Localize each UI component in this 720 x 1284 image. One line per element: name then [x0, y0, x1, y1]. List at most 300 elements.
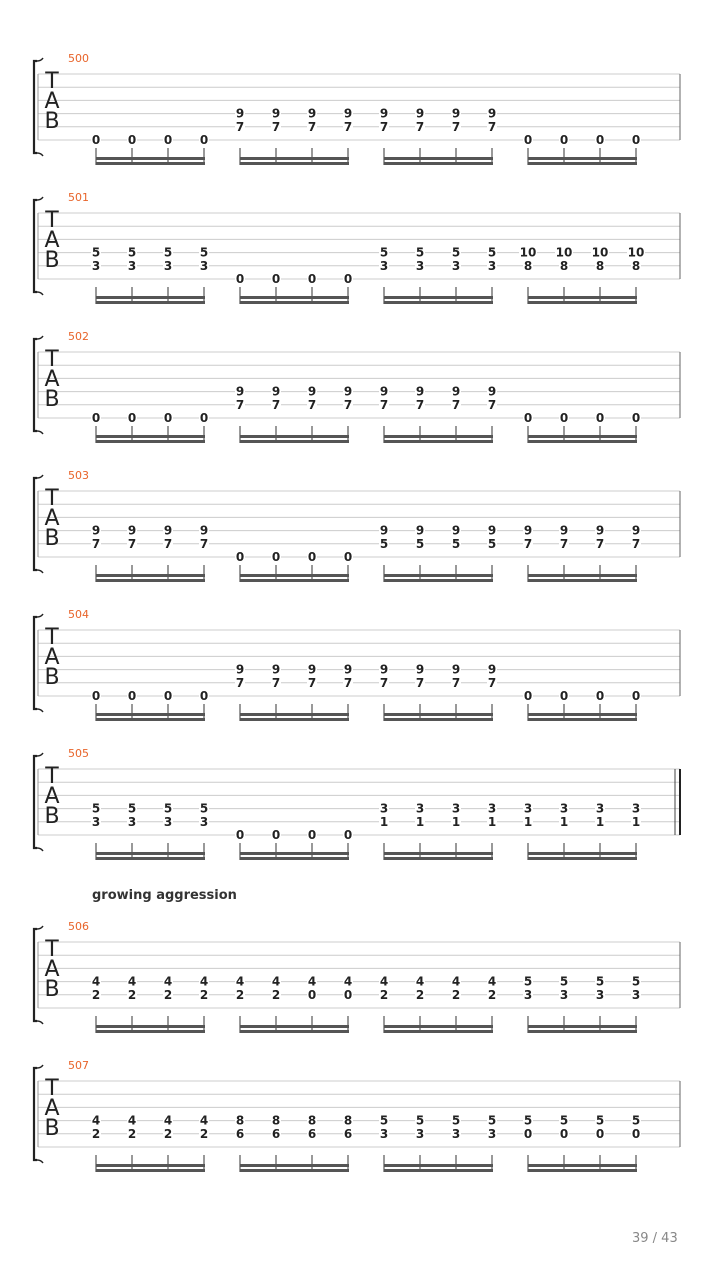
fret-number: 0 — [91, 411, 101, 425]
beam-primary — [384, 1164, 493, 1167]
fret-number: 2 — [379, 987, 389, 1002]
fret-number: 0 — [163, 133, 173, 147]
beam-primary — [96, 1025, 205, 1028]
fret-number: 3 — [163, 258, 173, 273]
beam-primary — [96, 1164, 205, 1167]
fret-number: 1 — [379, 814, 389, 829]
fret-number: 0 — [523, 411, 533, 425]
fret-number: 2 — [163, 1126, 173, 1141]
beam-primary — [528, 435, 637, 438]
beam-secondary — [96, 1030, 205, 1033]
fret-number: 0 — [307, 828, 317, 842]
fret-number: 3 — [415, 258, 425, 273]
fret-number: 9 — [271, 384, 281, 399]
beam-secondary — [240, 440, 349, 443]
fret-number: 7 — [631, 536, 641, 551]
beam-primary — [240, 1025, 349, 1028]
section-annotation: growing aggression — [92, 888, 237, 903]
fret-number: 9 — [235, 662, 245, 677]
fret-number: 3 — [487, 801, 497, 816]
fret-number: 10 — [555, 245, 573, 260]
fret-number: 9 — [379, 523, 389, 538]
fret-number: 6 — [235, 1126, 245, 1141]
tab-clef-letter: B — [44, 1116, 60, 1141]
fret-number: 8 — [631, 258, 641, 273]
fret-number: 3 — [415, 1126, 425, 1141]
measure-number: 500 — [68, 52, 89, 65]
fret-number: 3 — [631, 987, 641, 1002]
fret-number: 9 — [307, 384, 317, 399]
fret-number: 9 — [343, 384, 353, 399]
beam-primary — [384, 713, 493, 716]
fret-number: 9 — [631, 523, 641, 538]
fret-number: 7 — [379, 119, 389, 134]
tab-clef-letter: T — [45, 347, 59, 372]
beam-secondary — [528, 1030, 637, 1033]
fret-number: 9 — [451, 662, 461, 677]
tab-clef-letter: T — [45, 764, 59, 789]
fret-number: 5 — [523, 974, 533, 989]
fret-number: 9 — [451, 523, 461, 538]
beam-secondary — [528, 579, 637, 582]
fret-number: 4 — [307, 974, 317, 989]
system-bracket — [34, 756, 37, 848]
fret-number: 9 — [343, 662, 353, 677]
beam-secondary — [96, 718, 205, 721]
fret-number: 0 — [523, 133, 533, 147]
beam-secondary — [384, 1030, 493, 1033]
fret-number: 5 — [91, 801, 101, 816]
fret-number: 3 — [415, 801, 425, 816]
fret-number: 5 — [163, 801, 173, 816]
fret-number: 9 — [487, 523, 497, 538]
fret-number: 9 — [343, 106, 353, 121]
beam-primary — [384, 1025, 493, 1028]
fret-number: 5 — [451, 1113, 461, 1128]
tab-clef-letter: B — [44, 977, 60, 1002]
beam-secondary — [240, 579, 349, 582]
beam-primary — [384, 435, 493, 438]
fret-number: 2 — [199, 987, 209, 1002]
beam-secondary — [384, 718, 493, 721]
tab-clef-letter: B — [44, 665, 60, 690]
fret-number: 7 — [343, 119, 353, 134]
beam-secondary — [240, 718, 349, 721]
beam-primary — [240, 435, 349, 438]
fret-number: 0 — [559, 1126, 569, 1141]
fret-number: 7 — [451, 119, 461, 134]
fret-number: 5 — [379, 1113, 389, 1128]
fret-number: 9 — [451, 384, 461, 399]
fret-number: 7 — [163, 536, 173, 551]
tab-clef-letter: B — [44, 387, 60, 412]
fret-number: 9 — [235, 106, 245, 121]
fret-number: 4 — [379, 974, 389, 989]
tab-clef-letter: B — [44, 109, 60, 134]
fret-number: 1 — [559, 814, 569, 829]
fret-number: 2 — [235, 987, 245, 1002]
beam-primary — [240, 574, 349, 577]
beam-secondary — [528, 162, 637, 165]
beam-secondary — [384, 440, 493, 443]
fret-number: 0 — [631, 1126, 641, 1141]
beam-secondary — [384, 1169, 493, 1172]
tab-clef-letter: T — [45, 208, 59, 233]
fret-number: 7 — [451, 397, 461, 412]
fret-number: 0 — [307, 550, 317, 564]
fret-number: 0 — [343, 987, 353, 1002]
system-bracket — [34, 339, 37, 431]
beam-primary — [96, 296, 205, 299]
fret-number: 9 — [379, 106, 389, 121]
beam-primary — [384, 296, 493, 299]
measure-number: 507 — [68, 1059, 89, 1072]
fret-number: 7 — [379, 675, 389, 690]
tab-clef-letter: T — [45, 486, 59, 511]
fret-number: 0 — [307, 272, 317, 286]
fret-number: 6 — [343, 1126, 353, 1141]
fret-number: 0 — [343, 550, 353, 564]
fret-number: 8 — [343, 1113, 353, 1128]
beam-secondary — [528, 857, 637, 860]
fret-number: 3 — [523, 987, 533, 1002]
fret-number: 0 — [235, 550, 245, 564]
fret-number: 0 — [595, 411, 605, 425]
fret-number: 7 — [379, 397, 389, 412]
fret-number: 0 — [595, 1126, 605, 1141]
tab-clef-letter: T — [45, 1076, 59, 1101]
fret-number: 2 — [91, 987, 101, 1002]
fret-number: 4 — [163, 974, 173, 989]
fret-number: 5 — [559, 974, 569, 989]
beam-secondary — [384, 301, 493, 304]
fret-number: 3 — [595, 987, 605, 1002]
fret-number: 3 — [487, 1126, 497, 1141]
beam-primary — [384, 852, 493, 855]
tab-clef-letter: T — [45, 625, 59, 650]
fret-number: 0 — [235, 828, 245, 842]
fret-number: 5 — [415, 245, 425, 260]
fret-number: 7 — [487, 675, 497, 690]
fret-number: 5 — [415, 1113, 425, 1128]
fret-number: 2 — [127, 1126, 137, 1141]
fret-number: 5 — [451, 536, 461, 551]
fret-number: 3 — [199, 258, 209, 273]
system-bracket — [34, 1068, 37, 1160]
beam-secondary — [96, 162, 205, 165]
fret-number: 3 — [91, 814, 101, 829]
beam-secondary — [240, 301, 349, 304]
fret-number: 0 — [127, 689, 137, 703]
fret-number: 7 — [343, 675, 353, 690]
system-bracket — [34, 478, 37, 570]
fret-number: 2 — [199, 1126, 209, 1141]
fret-number: 4 — [451, 974, 461, 989]
fret-number: 0 — [631, 133, 641, 147]
fret-number: 9 — [487, 662, 497, 677]
fret-number: 0 — [163, 411, 173, 425]
fret-number: 9 — [163, 523, 173, 538]
fret-number: 5 — [199, 245, 209, 260]
fret-number: 7 — [199, 536, 209, 551]
fret-number: 9 — [235, 384, 245, 399]
fret-number: 0 — [559, 689, 569, 703]
system-bracket — [34, 200, 37, 292]
fret-number: 3 — [379, 801, 389, 816]
beam-primary — [528, 157, 637, 160]
tab-clef-letter: A — [44, 645, 60, 670]
fret-number: 9 — [415, 523, 425, 538]
fret-number: 5 — [631, 1113, 641, 1128]
fret-number: 3 — [559, 801, 569, 816]
fret-number: 2 — [127, 987, 137, 1002]
beam-primary — [240, 713, 349, 716]
fret-number: 4 — [127, 974, 137, 989]
beam-secondary — [528, 301, 637, 304]
beam-primary — [240, 157, 349, 160]
fret-number: 9 — [271, 106, 281, 121]
fret-number: 6 — [307, 1126, 317, 1141]
fret-number: 7 — [235, 397, 245, 412]
fret-number: 9 — [199, 523, 209, 538]
fret-number: 3 — [379, 1126, 389, 1141]
fret-number: 7 — [271, 397, 281, 412]
fret-number: 9 — [307, 106, 317, 121]
fret-number: 5 — [127, 245, 137, 260]
fret-number: 4 — [199, 974, 209, 989]
fret-number: 4 — [415, 974, 425, 989]
page-number: 39 / 43 — [632, 1231, 678, 1246]
beam-secondary — [384, 857, 493, 860]
fret-number: 0 — [127, 411, 137, 425]
fret-number: 3 — [127, 814, 137, 829]
beam-secondary — [96, 301, 205, 304]
fret-number: 7 — [487, 119, 497, 134]
fret-number: 8 — [559, 258, 569, 273]
tab-clef-letter: A — [44, 89, 60, 114]
measure-number: 502 — [68, 330, 89, 343]
fret-number: 5 — [127, 801, 137, 816]
fret-number: 7 — [235, 119, 245, 134]
beam-secondary — [96, 857, 205, 860]
fret-number: 5 — [559, 1113, 569, 1128]
fret-number: 2 — [163, 987, 173, 1002]
fret-number: 7 — [415, 675, 425, 690]
tab-clef-letter: A — [44, 506, 60, 531]
fret-number: 0 — [307, 987, 317, 1002]
fret-number: 1 — [415, 814, 425, 829]
fret-number: 5 — [379, 245, 389, 260]
fret-number: 0 — [199, 133, 209, 147]
tab-clef-letter: B — [44, 526, 60, 551]
fret-number: 9 — [415, 106, 425, 121]
measure-number: 506 — [68, 920, 89, 933]
fret-number: 0 — [127, 133, 137, 147]
fret-number: 10 — [591, 245, 609, 260]
fret-number: 4 — [235, 974, 245, 989]
fret-number: 9 — [559, 523, 569, 538]
fret-number: 1 — [631, 814, 641, 829]
fret-number: 10 — [627, 245, 645, 260]
fret-number: 7 — [415, 397, 425, 412]
beam-primary — [240, 852, 349, 855]
fret-number: 3 — [559, 987, 569, 1002]
beam-primary — [528, 574, 637, 577]
measure-number: 503 — [68, 469, 89, 482]
beam-secondary — [528, 718, 637, 721]
fret-number: 7 — [487, 397, 497, 412]
fret-number: 3 — [451, 801, 461, 816]
fret-number: 8 — [595, 258, 605, 273]
beam-secondary — [240, 857, 349, 860]
beam-primary — [384, 157, 493, 160]
fret-number: 7 — [271, 119, 281, 134]
fret-number: 7 — [307, 675, 317, 690]
tab-clef-letter: A — [44, 784, 60, 809]
fret-number: 7 — [235, 675, 245, 690]
fret-number: 5 — [595, 974, 605, 989]
fret-number: 5 — [163, 245, 173, 260]
beam-primary — [528, 1164, 637, 1167]
fret-number: 0 — [163, 689, 173, 703]
fret-number: 3 — [451, 258, 461, 273]
fret-number: 9 — [487, 106, 497, 121]
fret-number: 2 — [451, 987, 461, 1002]
fret-number: 0 — [559, 133, 569, 147]
fret-number: 9 — [523, 523, 533, 538]
fret-number: 0 — [199, 689, 209, 703]
fret-number: 4 — [487, 974, 497, 989]
fret-number: 3 — [379, 258, 389, 273]
beam-primary — [96, 435, 205, 438]
beam-primary — [528, 296, 637, 299]
fret-number: 7 — [271, 675, 281, 690]
fret-number: 4 — [271, 974, 281, 989]
fret-number: 2 — [415, 987, 425, 1002]
system-bracket — [34, 61, 37, 153]
tab-clef-letter: A — [44, 957, 60, 982]
fret-number: 9 — [487, 384, 497, 399]
beam-secondary — [240, 162, 349, 165]
fret-number: 5 — [91, 245, 101, 260]
fret-number: 9 — [595, 523, 605, 538]
fret-number: 0 — [343, 828, 353, 842]
fret-number: 3 — [163, 814, 173, 829]
beam-primary — [528, 1025, 637, 1028]
beam-primary — [96, 574, 205, 577]
fret-number: 3 — [595, 801, 605, 816]
fret-number: 0 — [235, 272, 245, 286]
fret-number: 0 — [271, 828, 281, 842]
fret-number: 8 — [307, 1113, 317, 1128]
fret-number: 7 — [307, 119, 317, 134]
beam-primary — [96, 713, 205, 716]
fret-number: 0 — [631, 411, 641, 425]
beam-primary — [528, 713, 637, 716]
fret-number: 9 — [307, 662, 317, 677]
fret-number: 2 — [487, 987, 497, 1002]
fret-number: 3 — [487, 258, 497, 273]
fret-number: 0 — [271, 272, 281, 286]
beam-secondary — [384, 579, 493, 582]
beam-primary — [240, 296, 349, 299]
fret-number: 5 — [487, 245, 497, 260]
fret-number: 1 — [487, 814, 497, 829]
fret-number: 0 — [523, 689, 533, 703]
fret-number: 8 — [523, 258, 533, 273]
measure-number: 505 — [68, 747, 89, 760]
fret-number: 0 — [91, 689, 101, 703]
fret-number: 3 — [523, 801, 533, 816]
tab-clef-letter: T — [45, 69, 59, 94]
tab-clef-letter: B — [44, 804, 60, 829]
fret-number: 2 — [91, 1126, 101, 1141]
fret-number: 5 — [415, 536, 425, 551]
fret-number: 7 — [523, 536, 533, 551]
fret-number: 7 — [307, 397, 317, 412]
fret-number: 8 — [235, 1113, 245, 1128]
fret-number: 9 — [271, 662, 281, 677]
beam-primary — [96, 852, 205, 855]
fret-number: 5 — [379, 536, 389, 551]
beam-secondary — [96, 579, 205, 582]
fret-number: 7 — [451, 675, 461, 690]
beam-primary — [528, 852, 637, 855]
fret-number: 4 — [91, 1113, 101, 1128]
fret-number: 0 — [559, 411, 569, 425]
fret-number: 3 — [91, 258, 101, 273]
tab-clef-letter: A — [44, 1096, 60, 1121]
beam-secondary — [240, 1169, 349, 1172]
fret-number: 3 — [451, 1126, 461, 1141]
fret-number: 1 — [595, 814, 605, 829]
fret-number: 0 — [91, 133, 101, 147]
fret-number: 7 — [559, 536, 569, 551]
fret-number: 5 — [451, 245, 461, 260]
tab-clef-letter: T — [45, 937, 59, 962]
fret-number: 7 — [91, 536, 101, 551]
fret-number: 4 — [91, 974, 101, 989]
fret-number: 7 — [415, 119, 425, 134]
fret-number: 0 — [631, 689, 641, 703]
beam-primary — [240, 1164, 349, 1167]
fret-number: 7 — [127, 536, 137, 551]
fret-number: 1 — [451, 814, 461, 829]
fret-number: 5 — [487, 1113, 497, 1128]
fret-number: 9 — [379, 662, 389, 677]
fret-number: 4 — [343, 974, 353, 989]
fret-number: 9 — [91, 523, 101, 538]
system-bracket — [34, 929, 37, 1021]
beam-primary — [384, 574, 493, 577]
fret-number: 10 — [519, 245, 537, 260]
fret-number: 5 — [523, 1113, 533, 1128]
fret-number: 0 — [595, 133, 605, 147]
beam-primary — [96, 157, 205, 160]
fret-number: 5 — [199, 801, 209, 816]
fret-number: 7 — [595, 536, 605, 551]
measure-number: 501 — [68, 191, 89, 204]
fret-number: 3 — [127, 258, 137, 273]
fret-number: 0 — [343, 272, 353, 286]
system-bracket — [34, 617, 37, 709]
fret-number: 9 — [379, 384, 389, 399]
fret-number: 4 — [199, 1113, 209, 1128]
beam-secondary — [96, 440, 205, 443]
beam-secondary — [528, 440, 637, 443]
fret-number: 9 — [127, 523, 137, 538]
beam-secondary — [528, 1169, 637, 1172]
